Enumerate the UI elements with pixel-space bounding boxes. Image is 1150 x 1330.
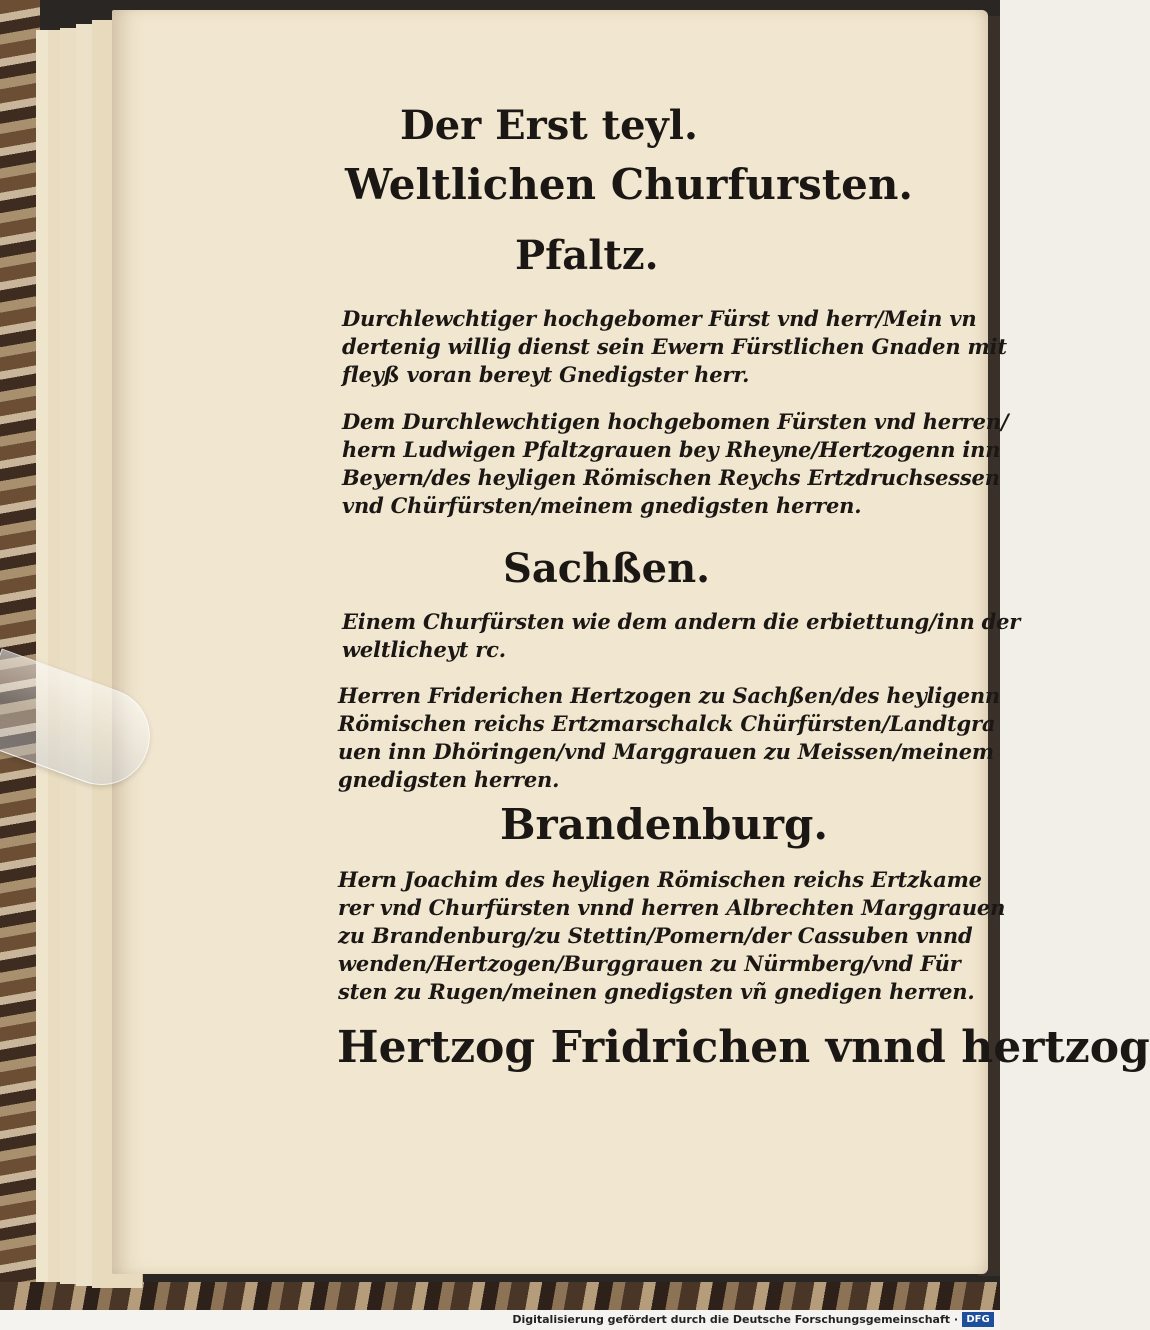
book-cover-bottom (0, 1282, 1000, 1310)
text-line: rer vnd Churfürsten vnnd herren Albrechten Marggrauen (338, 895, 1006, 920)
text-line: weltlicheyt rc. (342, 637, 506, 662)
text-line: dertenig willig dienst sein Ewern Fürstlichen Gnaden mit (342, 334, 1007, 359)
text-line: sten zu Rugen/meinen gnedigsten vñ gnedigen herren. (338, 979, 975, 1004)
text-line: gnedigsten herren. (338, 767, 560, 792)
text-line: hern Ludwigen Pfaltzgrauen bey Rheyne/Hertzogenn inn (342, 437, 1001, 462)
text-line: fleyß voran bereyt Gnedigster herr. (342, 362, 750, 387)
footer-bar (0, 1310, 1000, 1330)
text-line: Römischen reichs Ertzmarschalck Chürfürsten/Landtgra (338, 711, 996, 736)
text-line: zu Brandenburg/zu Stettin/Pomern/der Cassuben vnnd (338, 923, 973, 948)
heading-weltlichen: Weltlichen Churfursten. (345, 160, 914, 209)
heading-hertzog: Hertzog Fridrichen vnnd hertzog (337, 1022, 1150, 1073)
paragraph-address-pfalz (342, 305, 1007, 389)
heading-pfalz: Pfaltz. (515, 232, 659, 279)
paragraph-title-brandenburg (338, 866, 1005, 1006)
text-line: vnd Chürfürsten/meinem gnedigsten herren. (342, 493, 862, 518)
paragraph-title-pfalz (342, 408, 1008, 520)
text-line: Hern Joachim des heyligen Römischen reichs Ertzkame (338, 867, 982, 892)
text-line: Dem Durchlewchtigen hochgebomen Fürsten vnd herren/ (342, 409, 1009, 434)
text-line: Einem Churfürsten wie dem andern die erbiettung/inn der (342, 609, 1021, 634)
paragraph-address-sachsen (342, 608, 1020, 664)
text-line: uen inn Dhöringen/vnd Marggrauen zu Meissen/meinem (338, 739, 994, 764)
paragraph-title-sachsen (338, 682, 1000, 794)
footer-credit: Digitalisierung gefördert durch die Deutsche Forschungsgemeinschaft · (512, 1313, 958, 1326)
text-line: wenden/Hertzogen/Burggrauen zu Nürmberg/vnd Für (338, 951, 961, 976)
heading-first-part: Der Erst teyl. (400, 102, 698, 149)
text-line: Durchlewchtiger hochgebomer Fürst vnd herr/Mein vn (342, 306, 977, 331)
text-line: Herren Friderichen Hertzogen zu Sachßen/des heyligenn (338, 683, 1000, 708)
dfg-logo: DFG (962, 1312, 994, 1327)
heading-brandenburg: Brandenburg. (500, 800, 829, 849)
text-line: Beyern/des heyligen Römischen Reychs Ertzdruchsessen (342, 465, 1000, 490)
heading-sachsen: Sachßen. (503, 545, 711, 592)
